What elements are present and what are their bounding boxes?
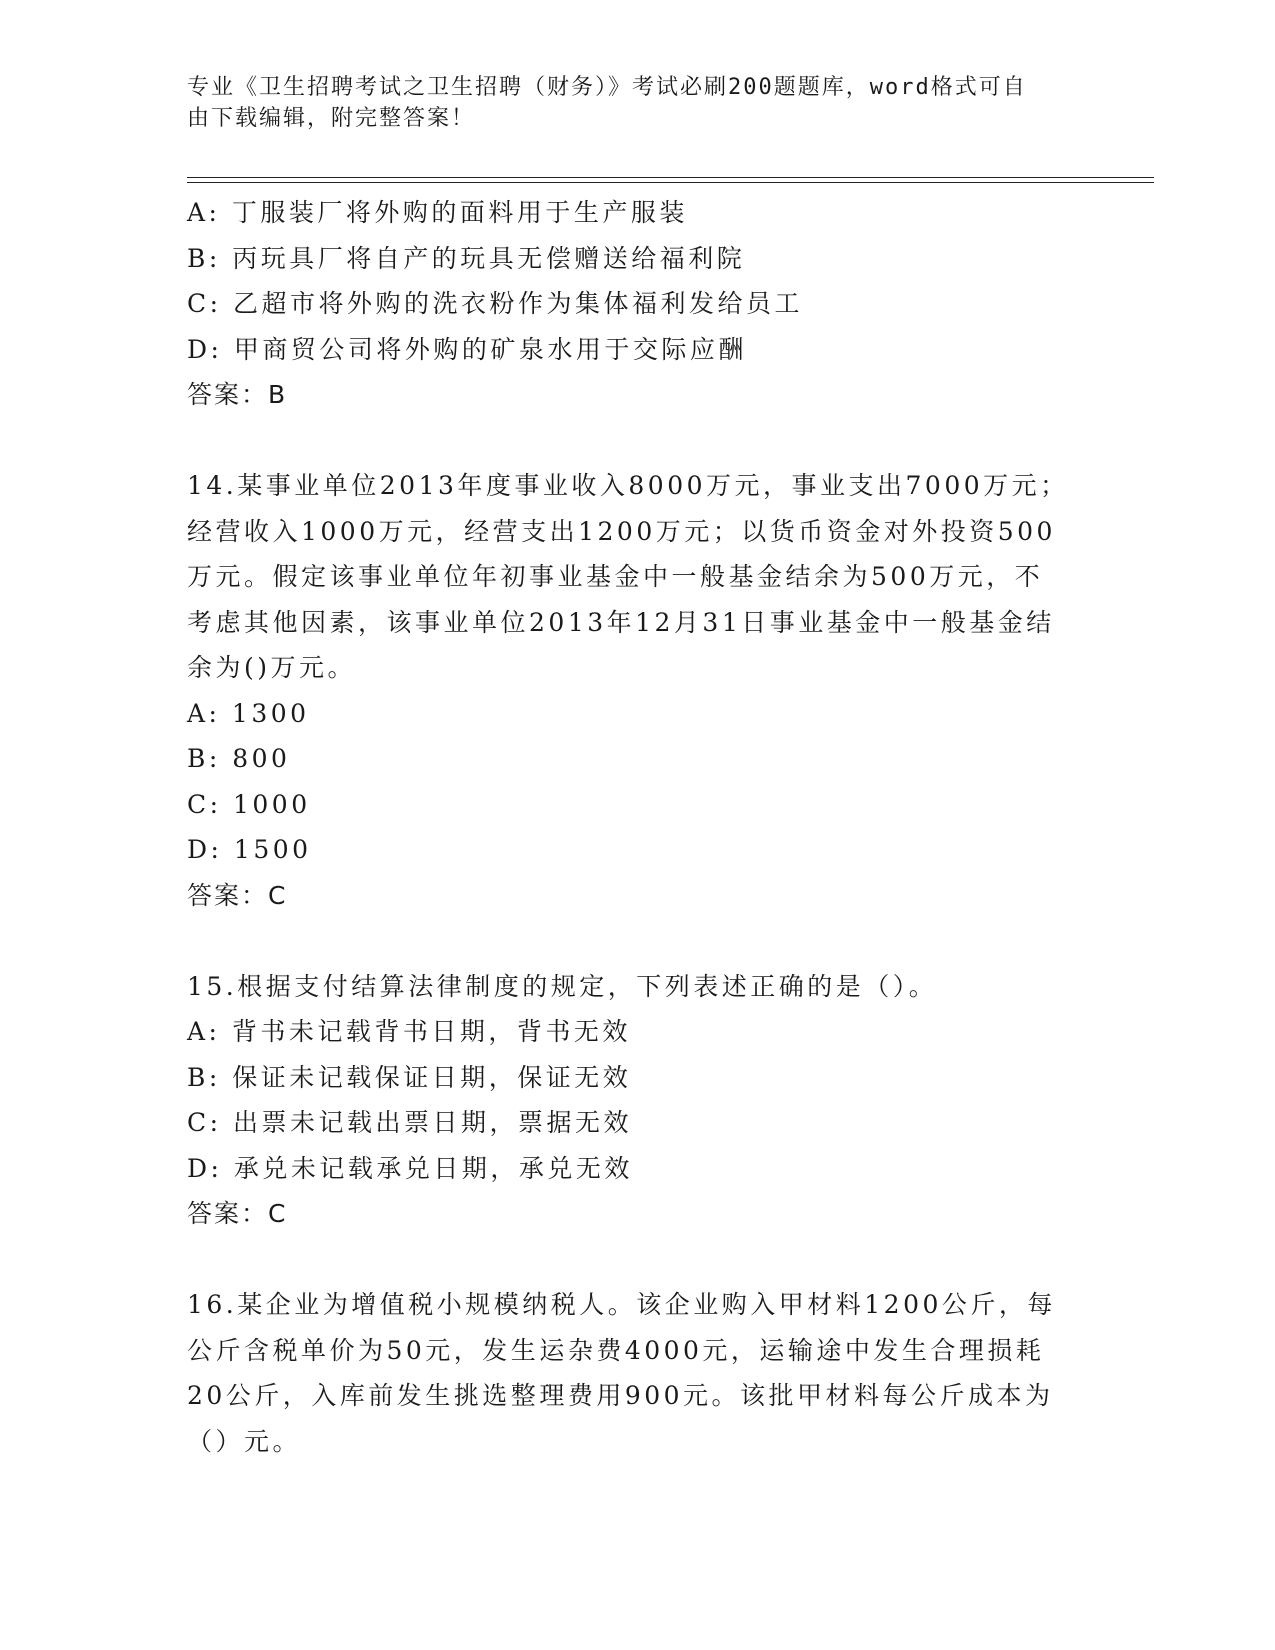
answer: 答案：C: [187, 1199, 288, 1228]
option-c: C: 1000: [187, 789, 311, 819]
header-rule-top: [187, 177, 1154, 178]
header-line-1: 专业《卫生招聘考试之卫生招聘（财务）》考试必刷200题题库，word格式可自: [187, 75, 1027, 100]
question-text-line: （）元。: [187, 1426, 302, 1456]
document-header: [187, 72, 1067, 134]
question-text-line: 万元。假定该事业单位年初事业基金中一般基金结余为500万元，不: [187, 562, 1044, 591]
question-13: [187, 190, 1087, 418]
answer: 答案：B: [187, 380, 288, 409]
header-rule-bottom: [187, 182, 1154, 183]
question-14: [187, 463, 1087, 918]
question-text-line: 15.根据支付结算法律制度的规定，下列表述正确的是（）。: [187, 971, 938, 1001]
option-b: B: 800: [187, 744, 291, 773]
option-d: D: 甲商贸公司将外购的矿泉水用于交际应酬: [187, 334, 747, 364]
question-content: [187, 190, 1087, 1464]
option-c: C: 乙超市将外购的洗衣粉作为集体福利发给员工: [187, 289, 803, 318]
option-b: B: 保证未记载保证日期，保证无效: [187, 1062, 632, 1092]
question-text-line: 14.某事业单位2013年度事业收入8000万元，事业支出7000万元；: [187, 471, 1069, 500]
question-15: [187, 964, 1087, 1237]
option-b: B: 丙玩具厂将自产的玩具无偿赠送给福利院: [187, 243, 746, 273]
answer: 答案：C: [187, 880, 288, 910]
option-d: D: 1500: [187, 835, 312, 864]
option-a: A: 1300: [187, 698, 310, 728]
header-line-2: 由下载编辑，附完整答案！: [187, 106, 476, 131]
question-text-line: 20公斤，入库前发生挑选整理费用900元。该批甲材料每公斤成本为: [187, 1381, 1054, 1410]
option-a: A: 背书未记载背书日期，背书无效: [187, 1017, 631, 1046]
question-text-line: 考虑其他因素，该事业单位2013年12月31日事业基金中一般基金结: [187, 607, 1055, 637]
option-c: C: 出票未记载出票日期，票据无效: [187, 1108, 632, 1137]
option-d: D: 承兑未记载承兑日期，承兑无效: [187, 1153, 633, 1183]
question-text-line: 公斤含税单价为50元，发生运杂费4000元，运输途中发生合理损耗: [187, 1335, 1045, 1365]
question-text-line: 16.某企业为增值税小规模纳税人。该企业购入甲材料1200公斤，每: [187, 1290, 1056, 1319]
option-a: A: 丁服装厂将外购的面料用于生产服装: [187, 198, 688, 227]
question-text-line: 余为()万元。: [187, 653, 357, 682]
question-16: [187, 1282, 1087, 1464]
question-text-line: 经营收入1000万元，经营支出1200万元；以货币资金对外投资500: [187, 516, 1056, 546]
